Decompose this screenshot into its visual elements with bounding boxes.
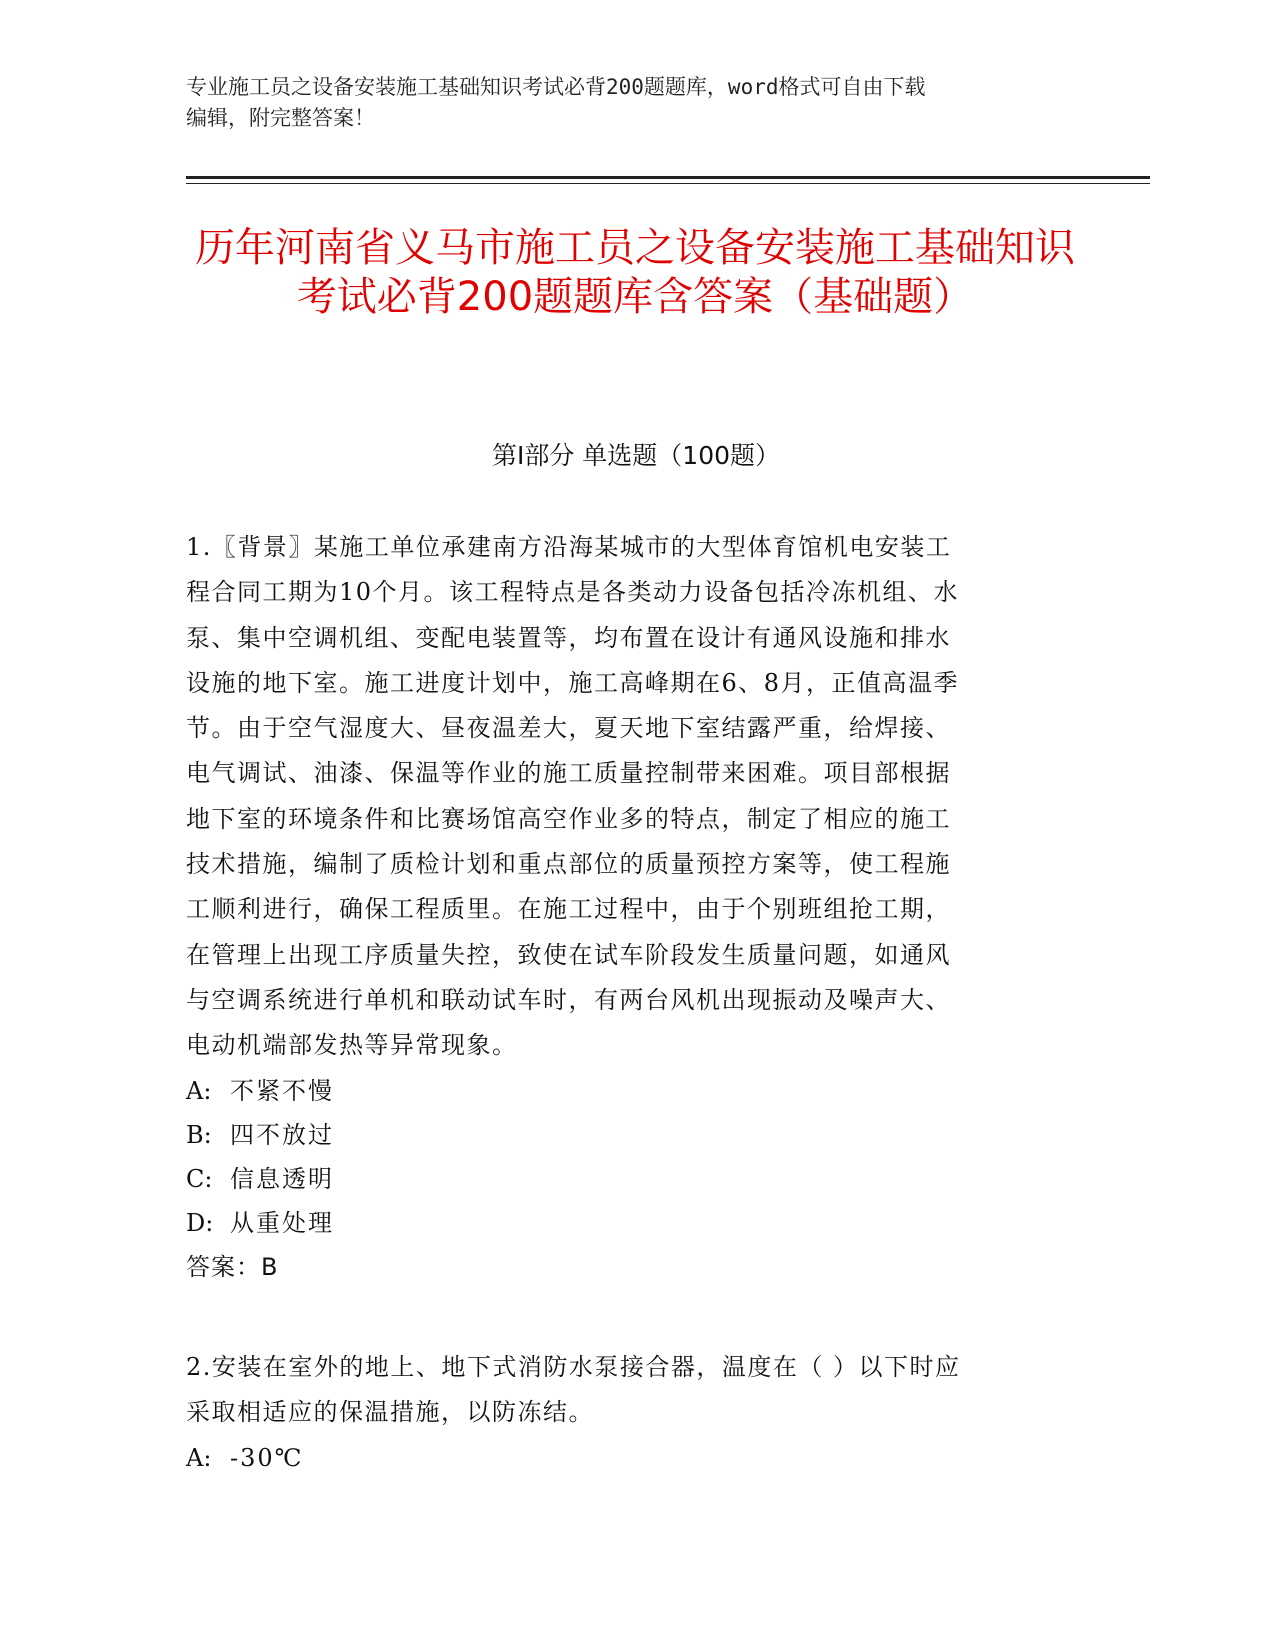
question-stem-line: 电动机端部发热等异常现象。 bbox=[186, 1031, 518, 1060]
question-stem-line: 工顺利进行，确保工程质里。在施工过程中，由于个别班组抢工期， bbox=[186, 895, 951, 924]
question-stem-line: 在管理上出现工序质量失控，致使在试车阶段发生质量问题，如通风 bbox=[186, 940, 951, 969]
option-b bbox=[186, 1113, 1068, 1157]
option-d bbox=[186, 1201, 1068, 1245]
question-1-stem bbox=[186, 525, 1068, 1069]
question-stem-line: 地下室的环境条件和比赛场馆高空作业多的特点，制定了相应的施工 bbox=[186, 804, 951, 833]
question-1 bbox=[186, 525, 1068, 1289]
header-note-line-1: 专业施工员之设备安装施工基础知识考试必背200题题库，word格式可自由下载 bbox=[186, 75, 926, 99]
question-stem-line: 2.安装在室外的地上、地下式消防水泵接合器，温度在（ ）以下时应 bbox=[186, 1353, 961, 1381]
question-2-stem bbox=[186, 1345, 1068, 1436]
question-stem-line: 采取相适应的保温措施，以防冻结。 bbox=[186, 1398, 594, 1427]
option-key: B: bbox=[186, 1120, 212, 1149]
header-rule-thick bbox=[186, 176, 1150, 179]
document-title: 历年河南省义马市施工员之设备安装施工基础知识考试必背200题题库含答案（基础题） bbox=[195, 225, 1075, 320]
option-text: 四不放过 bbox=[230, 1120, 334, 1149]
option-a bbox=[186, 1436, 1068, 1480]
question-1-answer: 答案：B bbox=[186, 1252, 279, 1281]
header-rule-thin bbox=[186, 183, 1150, 184]
question-stem-line: 电气调试、油漆、保温等作业的施工质量控制带来困难。项目部根据 bbox=[186, 759, 951, 788]
question-1-options bbox=[186, 1069, 1068, 1245]
option-text: 从重处理 bbox=[230, 1208, 334, 1237]
option-a bbox=[186, 1069, 1068, 1113]
header-note-line-2: 编辑，附完整答案！ bbox=[186, 106, 375, 130]
option-text: 不紧不慢 bbox=[230, 1076, 334, 1105]
question-stem-line: 程合同工期为10个月。该工程特点是各类动力设备包括冷冻机组、水 bbox=[186, 578, 960, 607]
option-c bbox=[186, 1157, 1068, 1201]
option-text: 信息透明 bbox=[230, 1164, 334, 1193]
question-stem-line: 节。由于空气湿度大、昼夜温差大，夏天地下室结露严重，给焊接、 bbox=[186, 714, 951, 743]
option-key: A: bbox=[186, 1443, 212, 1472]
header-note bbox=[186, 72, 1066, 134]
option-key: D: bbox=[186, 1208, 214, 1237]
option-key: C: bbox=[186, 1164, 213, 1193]
option-text: -30℃ bbox=[230, 1443, 304, 1472]
question-stem-line: 与空调系统进行单机和联动试车时，有两台风机出现振动及噪声大、 bbox=[186, 985, 951, 1014]
question-stem-line: 技术措施，编制了质检计划和重点部位的质量预控方案等，使工程施 bbox=[186, 850, 951, 879]
question-stem-line: 泵、集中空调机组、变配电装置等，均布置在设计有通风设施和排水 bbox=[186, 623, 951, 652]
option-key: A: bbox=[186, 1076, 212, 1105]
question-2-options bbox=[186, 1436, 1068, 1480]
question-stem-line: 1.〖背景〗某施工单位承建南方沿海某城市的大型体育馆机电安装工 bbox=[186, 533, 952, 561]
question-stem-line: 设施的地下室。施工进度计划中，施工高峰期在6、8月，正值高温季 bbox=[186, 668, 960, 697]
question-2 bbox=[186, 1345, 1068, 1480]
section-heading: 第Ⅰ部分 单选题（100题） bbox=[491, 441, 781, 470]
